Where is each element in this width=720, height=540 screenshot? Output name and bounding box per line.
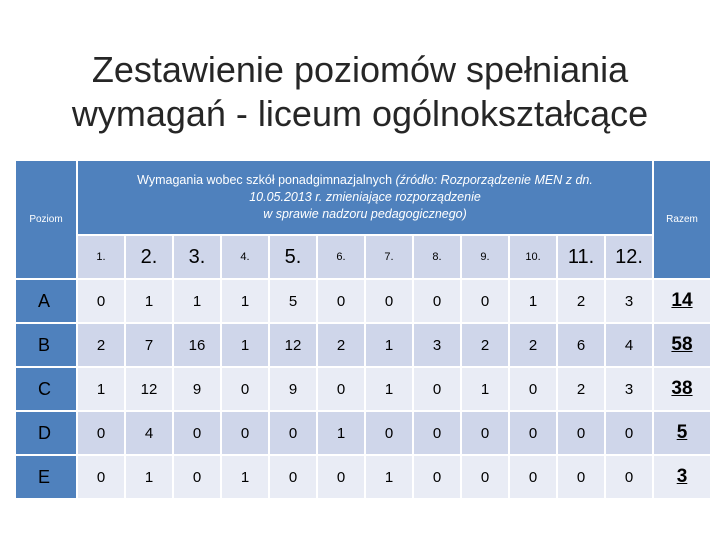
value-cell: 0 (413, 367, 461, 411)
value-cell: 0 (509, 455, 557, 499)
column-header: 7. (365, 235, 413, 279)
page-title (0, 48, 720, 136)
requirements-header: Wymagania wobec szkół ponadgimnazjalnych (źródło: Rozporządzenie MEN z dn. 10.05.2013 r. zmieniające rozporządzenie w sprawie nadzoru pedagogicznego) (77, 160, 653, 235)
column-header: 9. (461, 235, 509, 279)
value-cell: 1 (461, 367, 509, 411)
value-cell: 1 (509, 279, 557, 323)
total-cell: 38 (653, 367, 711, 411)
value-cell: 2 (317, 323, 365, 367)
value-cell: 1 (221, 279, 269, 323)
razem-header: Razem (653, 160, 711, 279)
column-header: 1. (77, 235, 125, 279)
level-label: A (15, 279, 77, 323)
column-header: 8. (413, 235, 461, 279)
value-cell: 0 (269, 455, 317, 499)
column-header: 5. (269, 235, 317, 279)
total-cell: 5 (653, 411, 711, 455)
value-cell: 4 (125, 411, 173, 455)
value-cell: 0 (365, 411, 413, 455)
value-cell: 9 (173, 367, 221, 411)
value-cell: 1 (125, 455, 173, 499)
level-label: B (15, 323, 77, 367)
value-cell: 0 (221, 411, 269, 455)
value-cell: 0 (77, 411, 125, 455)
value-cell: 3 (605, 279, 653, 323)
value-cell: 0 (509, 411, 557, 455)
value-cell: 0 (461, 411, 509, 455)
value-cell: 1 (221, 323, 269, 367)
level-label: D (15, 411, 77, 455)
value-cell: 3 (605, 367, 653, 411)
value-cell: 1 (125, 279, 173, 323)
value-cell: 1 (77, 367, 125, 411)
level-label: C (15, 367, 77, 411)
column-header: 6. (317, 235, 365, 279)
value-cell: 12 (269, 323, 317, 367)
table-row (15, 455, 711, 499)
value-cell: 1 (221, 455, 269, 499)
total-cell: 3 (653, 455, 711, 499)
title-line-2: wymagań - liceum ogólnokształcące (71, 93, 649, 134)
table-row (15, 323, 711, 367)
value-cell: 0 (317, 279, 365, 323)
level-label: E (15, 455, 77, 499)
column-header: 4. (221, 235, 269, 279)
value-cell: 0 (317, 367, 365, 411)
column-header: 2. (125, 235, 173, 279)
value-cell: 0 (509, 367, 557, 411)
value-cell: 0 (77, 279, 125, 323)
value-cell: 0 (269, 411, 317, 455)
value-cell: 2 (557, 279, 605, 323)
value-cell: 1 (173, 279, 221, 323)
value-cell: 12 (125, 367, 173, 411)
value-cell: 0 (173, 411, 221, 455)
value-cell: 1 (317, 411, 365, 455)
value-cell: 6 (557, 323, 605, 367)
value-cell: 0 (557, 411, 605, 455)
title-line-1: Zestawienie poziomów spełniania (91, 49, 629, 90)
value-cell: 0 (365, 279, 413, 323)
column-header: 3. (173, 235, 221, 279)
table-row (15, 279, 711, 323)
value-cell: 0 (461, 455, 509, 499)
value-cell: 1 (365, 455, 413, 499)
total-cell: 58 (653, 323, 711, 367)
value-cell: 2 (557, 367, 605, 411)
value-cell: 0 (173, 455, 221, 499)
value-cell: 0 (557, 455, 605, 499)
value-cell: 0 (413, 455, 461, 499)
value-cell: 0 (605, 411, 653, 455)
value-cell: 2 (509, 323, 557, 367)
value-cell: 3 (413, 323, 461, 367)
value-cell: 0 (461, 279, 509, 323)
poziom-header: Poziom (15, 160, 77, 279)
value-cell: 0 (605, 455, 653, 499)
value-cell: 0 (221, 367, 269, 411)
column-header: 12. (605, 235, 653, 279)
column-header: 10. (509, 235, 557, 279)
table-row (15, 411, 711, 455)
value-cell: 16 (173, 323, 221, 367)
value-cell: 2 (461, 323, 509, 367)
value-cell: 1 (365, 323, 413, 367)
value-cell: 1 (365, 367, 413, 411)
table-row (15, 367, 711, 411)
results-table (15, 160, 711, 499)
column-header: 11. (557, 235, 605, 279)
value-cell: 5 (269, 279, 317, 323)
value-cell: 4 (605, 323, 653, 367)
value-cell: 0 (77, 455, 125, 499)
value-cell: 9 (269, 367, 317, 411)
value-cell: 0 (413, 279, 461, 323)
value-cell: 7 (125, 323, 173, 367)
value-cell: 0 (317, 455, 365, 499)
total-cell: 14 (653, 279, 711, 323)
value-cell: 0 (413, 411, 461, 455)
value-cell: 2 (77, 323, 125, 367)
